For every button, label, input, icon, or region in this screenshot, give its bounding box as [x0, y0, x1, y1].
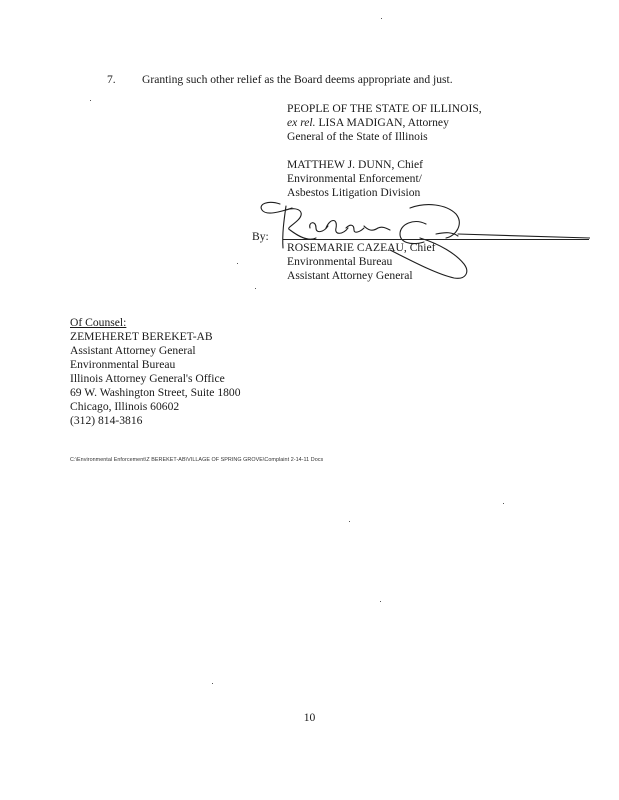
- signer-name: ROSEMARIE CAZEAU, Chief: [287, 241, 436, 254]
- paragraph-number: 7.: [107, 73, 116, 86]
- scan-speck: [381, 18, 382, 19]
- scan-speck: [380, 601, 381, 602]
- counsel-line: 69 W. Washington Street, Suite 1800: [70, 386, 241, 399]
- scan-speck: [503, 503, 504, 504]
- party-block: [287, 102, 482, 144]
- ex-rel-italic: ex rel.: [287, 116, 316, 129]
- scan-speck: [255, 288, 256, 289]
- by-label: By:: [252, 230, 269, 243]
- scan-speck: [212, 683, 213, 684]
- signer-block: [287, 241, 435, 283]
- file-path-footer: C:\Environmental Enforcement\Z BEREKET-AB\VILLAGE OF SPRING GROVE\Complaint 2-14-11 Docs: [70, 457, 324, 463]
- counsel-line: ZEMEHERET BEREKET-AB: [70, 330, 213, 343]
- party-line-1: PEOPLE OF THE STATE OF ILLINOIS,: [287, 102, 482, 115]
- chief-line-2: Environmental Enforcement/: [287, 172, 422, 185]
- scan-speck: [237, 263, 238, 264]
- signer-bureau: Environmental Bureau: [287, 255, 393, 268]
- chief-line-3: Asbestos Litigation Division: [287, 186, 421, 199]
- party-line-2: [287, 116, 482, 130]
- page-number: 10: [303, 711, 316, 724]
- counsel-line: Chicago, Illinois 60602: [70, 400, 180, 413]
- scan-speck: [90, 100, 91, 101]
- scan-speck: [349, 521, 350, 522]
- counsel-block: [70, 316, 241, 428]
- counsel-line: Illinois Attorney General's Office: [70, 372, 225, 385]
- paragraph-7: [107, 73, 453, 87]
- signer-title: Assistant Attorney General: [287, 269, 413, 282]
- counsel-heading: Of Counsel:: [70, 316, 127, 329]
- chief-block: [287, 158, 423, 200]
- chief-line-1: MATTHEW J. DUNN, Chief: [287, 158, 423, 171]
- party-line-3: General of the State of Illinois: [287, 130, 428, 143]
- paragraph-text: Granting such other relief as the Board deems appropriate and just.: [142, 73, 453, 86]
- counsel-line: Environmental Bureau: [70, 358, 176, 371]
- signature-line: [283, 239, 589, 240]
- counsel-line: (312) 814-3816: [70, 414, 143, 427]
- counsel-line: Assistant Attorney General: [70, 344, 196, 357]
- party-line-2-rest: LISA MADIGAN, Attorney: [315, 116, 449, 129]
